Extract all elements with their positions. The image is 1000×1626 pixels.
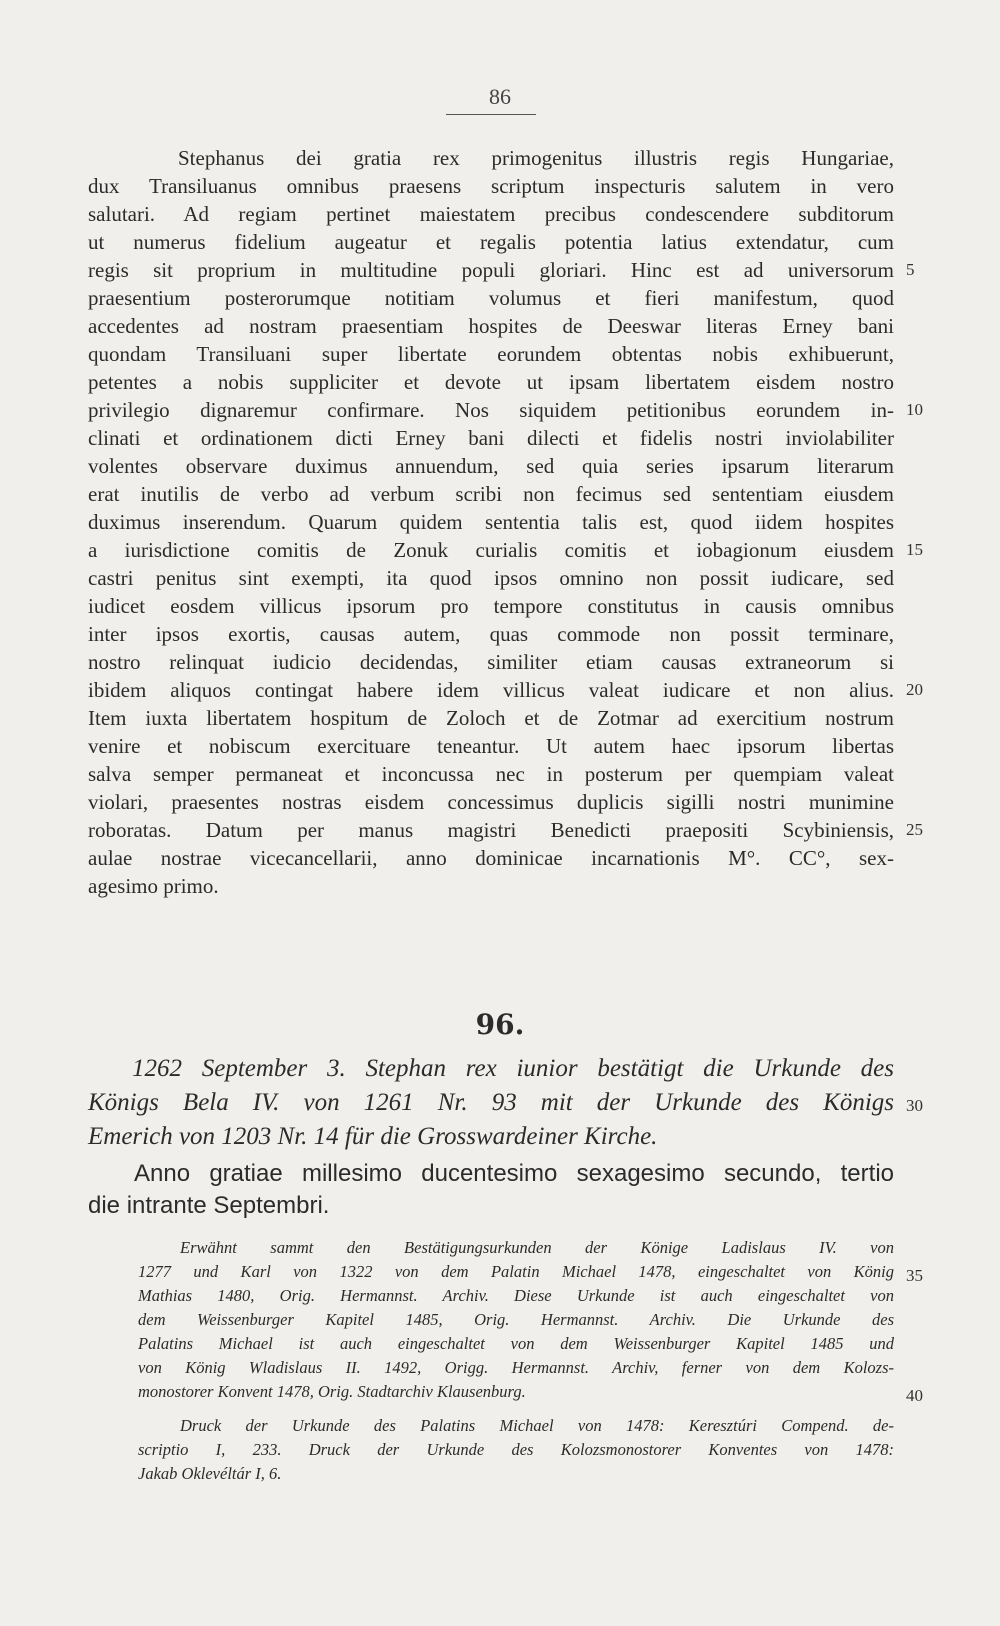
note-line: 1277 und Karl von 1322 von dem Palatin Michael 1478, eingeschaltet von König [138,1262,894,1281]
note-line: von König Wladislaus II. 1492, Origg. Hermannst. Archiv, ferner von dem Kolozs- [138,1358,894,1377]
text-line: violari, praesentes nostras eisdem concessimus duplicis sigilli nostri munimine [88,790,894,814]
text-line: erat inutilis de verbo ad verbum scribi non fecimus sed sententiam eiusdem [88,482,894,506]
note-line: Mathias 1480, Orig. Hermannst. Archiv. Diese Urkunde ist auch eingeschaltet von [138,1286,894,1305]
page-number: 86 [489,84,511,109]
text-line: dux Transiluanus omnibus praesens scriptum inspecturis salutem in vero [88,174,894,198]
summary-line: 1262 September 3. Stephan rex iunior bestätigt die Urkunde des [132,1055,894,1082]
text-line: ut numerus fidelium augeatur et regalis potentia latius extendatur, cum [88,230,894,254]
text-line: Stephanus dei gratia rex primogenitus illustris regis Hungariae, [178,146,894,170]
text-line: aulae nostrae vicecancellarii, anno dominicae incarnationis M°. CC°, sex- [88,846,894,870]
summary-line: Königs Bela IV. von 1261 Nr. 93 mit der Urkunde des Königs [88,1089,894,1116]
text-line: duximus inserendum. Quarum quidem sententia talis est, quod iidem hospites [88,510,894,534]
text-line: clinati et ordinationem dicti Erney bani dilecti et fidelis nostri inviolabiliter [88,426,894,450]
line-number: 30 [906,1096,923,1115]
note-line: Erwähnt sammt den Bestätigungsurkunden der Könige Ladislaus IV. von [180,1238,894,1257]
note-line: dem Weissenburger Kapitel 1485, Orig. Hermannst. Archiv. Die Urkunde des [138,1310,894,1329]
text-line: regis sit proprium in multitudine populi gloriari. Hinc est ad universorum [88,258,894,282]
text-line: agesimo primo. [88,874,219,898]
note-line: Palatins Michael ist auch eingeschaltet von dem Weissenburger Kapitel 1485 und [138,1334,894,1353]
text-line: venire et nobiscum exercituare teneantur. Ut autem haec ipsorum libertas [88,734,894,758]
incipit-line: Anno gratiae millesimo ducentesimo sexagesimo secundo, tertio [134,1160,894,1187]
text-line: castri penitus sint exempti, ita quod ipsos omnino non possit iudicare, sed [88,566,894,590]
note-line: Druck der Urkunde des Palatins Michael von 1478: Keresztúri Compend. de- [180,1416,894,1435]
note-line: monostorer Konvent 1478, Orig. Stadtarchiv Klausenburg. [138,1382,526,1401]
text-line: salva semper permaneat et inconcussa nec in posterum per quempiam valeat [88,762,894,786]
text-line: nostro relinquat iudicio decidendas, similiter etiam causas extraneorum si [88,650,894,674]
line-number: 20 [906,680,923,699]
text-line: accedentes ad nostram praesentiam hospites de Deeswar literas Erney bani [88,314,894,338]
text-line: Item iuxta libertatem hospitum de Zoloch et de Zotmar ad exercitium nostrum [88,706,894,730]
line-number: 40 [906,1386,923,1405]
text-line: ibidem aliquos contingat habere idem villicus valeat iudicare et non alius. [88,678,894,702]
text-line: a iurisdictione comitis de Zonuk curialis comitis et iobagionum eiusdem [88,538,894,562]
line-number: 35 [906,1266,923,1285]
line-number: 25 [906,820,923,839]
text-line: volentes observare duximus annuendum, sed quia series ipsarum literarum [88,454,894,478]
text-line: salutari. Ad regiam pertinet maiestatem precibus condescendere subditorum [88,202,894,226]
document-number: 96. [475,1008,525,1041]
page-number-rule [446,114,536,115]
text-line: privilegio dignaremur confirmare. Nos siquidem petitionibus eorundem in- [88,398,894,422]
incipit-line: die intrante Septembri. [88,1192,330,1219]
text-line: iudicet eosdem villicus ipsorum pro tempore constitutus in causis omnibus [88,594,894,618]
summary-line: Emerich von 1203 Nr. 14 für die Grosswardeiner Kirche. [88,1123,658,1150]
line-number: 5 [906,260,915,279]
text-line: petentes a nobis suppliciter et devote ut ipsam libertatem eisdem nostro [88,370,894,394]
text-line: inter ipsos exortis, causas autem, quas commode non possit terminare, [88,622,894,646]
note-line: scriptio I, 233. Druck der Urkunde des Kolozsmonostorer Konventes von 1478: [138,1440,894,1459]
text-line: praesentium posterorumque notitiam volumus et fieri manifestum, quod [88,286,894,310]
line-number: 15 [906,540,923,559]
line-number: 10 [906,400,923,419]
text-line: roboratas. Datum per manus magistri Benedicti praepositi Scybiniensis, [88,818,894,842]
text-line: quondam Transiluani super libertate eorundem obtentas nobis exhibuerunt, [88,342,894,366]
note-line: Jakab Oklevéltár I, 6. [138,1464,282,1483]
